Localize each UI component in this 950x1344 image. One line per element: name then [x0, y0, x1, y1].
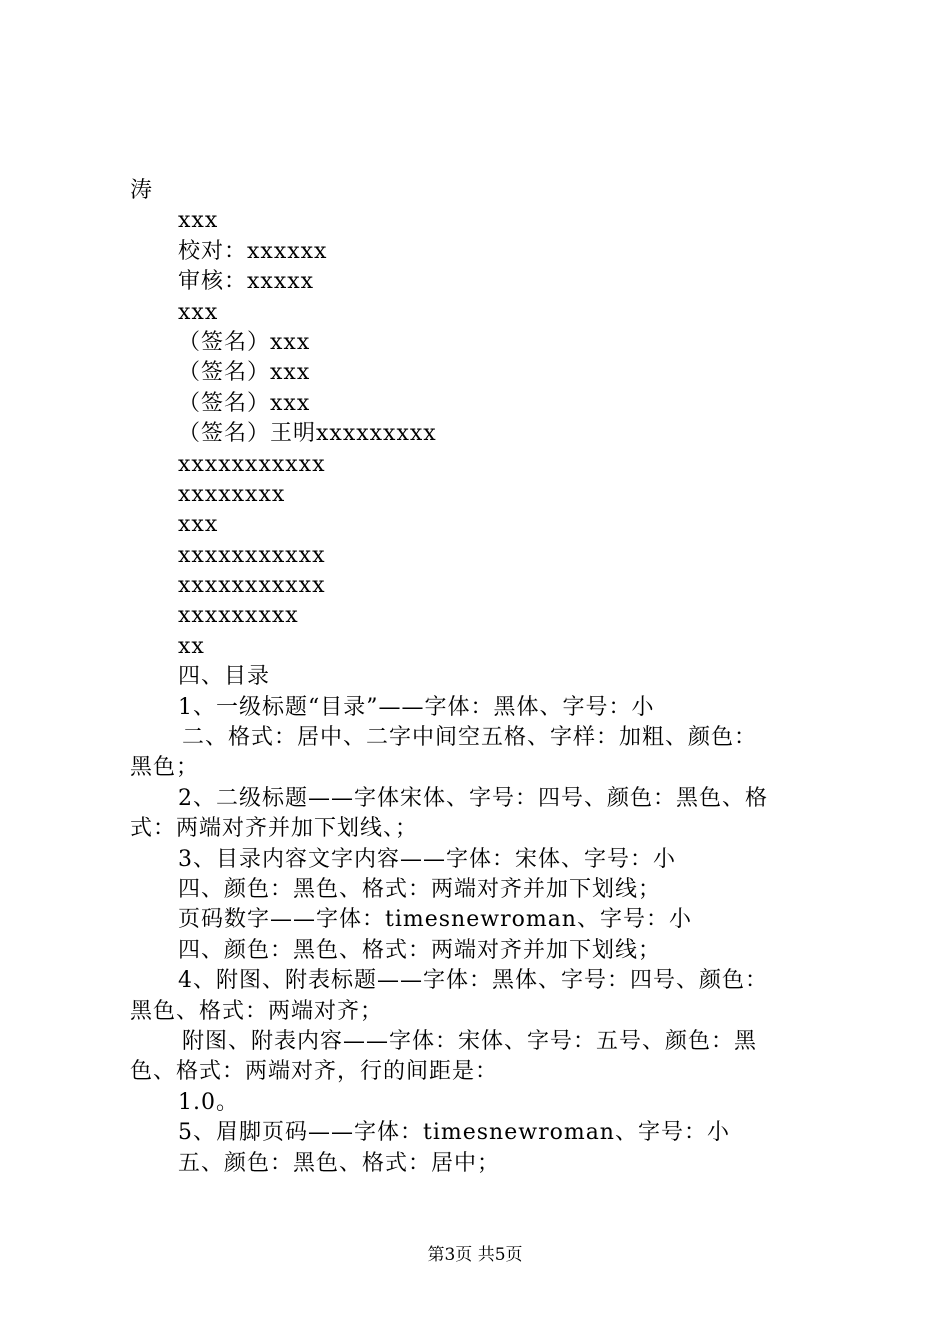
text-line: 2、二级标题——字体宋体、字号：四号、颜色：黑色、格: [178, 785, 768, 811]
text-line: xxxxxxxxxxx: [178, 542, 326, 568]
text-line: xxx: [178, 512, 219, 538]
text-line: 涛: [130, 178, 154, 203]
text-line: xxxxxxxxx: [178, 603, 299, 629]
text-line: 5、眉脚页码——字体：timesnewroman、字号：小: [178, 1120, 730, 1146]
text-line: 五、颜色：黑色、格式：居中；: [178, 1150, 501, 1176]
signature-line: （签名）xxx: [178, 329, 311, 355]
text-line: xxx: [178, 299, 219, 325]
page-footer: [0, 1243, 950, 1267]
text-line: 4、附图、附表标题——字体：黑体、字号：四号、颜色：: [178, 968, 768, 994]
document-body: [130, 176, 830, 1179]
text-line: xxxxxxxxxxx: [178, 451, 326, 477]
text-line: xxx: [178, 208, 219, 234]
text-line: 色、格式：两端对齐，行的间距是：: [130, 1059, 499, 1085]
text-line: 四、颜色：黑色、格式：两端对齐并加下划线；: [178, 876, 662, 902]
text-line: 3、目录内容文字内容——字体：宋体、字号：小: [178, 846, 676, 872]
text-line: xx: [178, 633, 205, 659]
text-line: 黑色、格式：两端对齐；: [130, 998, 384, 1024]
text-line: 附图、附表内容——字体：宋体、字号：五号、颜色：黑: [182, 1028, 758, 1054]
page-number-label: 第3页 共5页: [427, 1245, 523, 1265]
text-line: xxxxxxxx: [178, 481, 286, 507]
reviewer-line: 审核：xxxxx: [178, 269, 315, 295]
text-line: xxxxxxxxxxx: [178, 573, 326, 599]
text-line: 黑色；: [130, 755, 200, 781]
text-line: 式：两端对齐并加下划线、；: [130, 816, 419, 842]
signature-line: （签名）xxx: [178, 360, 311, 386]
section-heading: 四、目录: [178, 664, 271, 690]
text-line: 四、颜色：黑色、格式：两端对齐并加下划线；: [178, 937, 662, 963]
text-line: 1、一级标题“目录”——字体：黑体、字号：小: [178, 694, 655, 720]
text-line: 页码数字——字体：timesnewroman、字号：小: [178, 907, 692, 933]
proofreader-line: 校对：xxxxxx: [178, 238, 328, 264]
signature-line: （签名）王明xxxxxxxxx: [178, 421, 437, 447]
signature-line: （签名）xxx: [178, 390, 311, 416]
text-line: 1.0。: [178, 1089, 239, 1115]
text-line: 二、格式：居中、二字中间空五格、字样：加粗、颜色：: [182, 725, 758, 751]
